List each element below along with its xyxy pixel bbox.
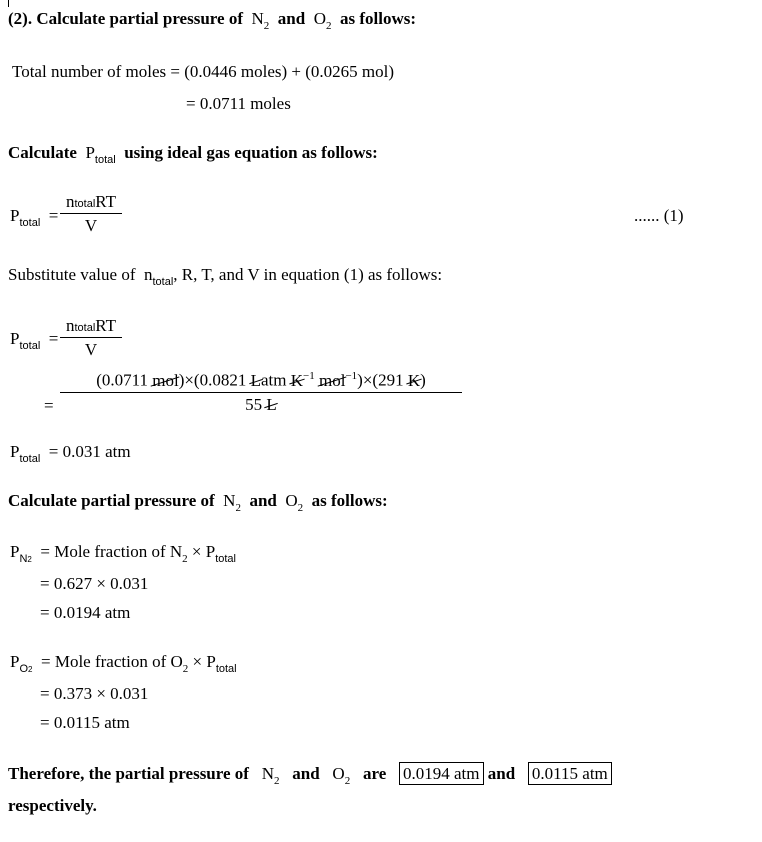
section-heading bbox=[8, 9, 416, 32]
eq2-num-sub: total bbox=[74, 322, 96, 334]
conclusion-o2-sub: 2 bbox=[344, 775, 351, 787]
ptotal-result bbox=[10, 442, 131, 465]
pn2-line2: = 0.627 × 0.031 bbox=[40, 574, 149, 593]
eq1-p: P bbox=[10, 206, 20, 225]
calc-pre: Calculate bbox=[8, 143, 77, 162]
conclusion-and2: and bbox=[487, 764, 516, 783]
substitute-n-sub: total bbox=[152, 276, 174, 288]
pn2-line3: = 0.0194 atm bbox=[40, 603, 131, 622]
eq1-p-sub: total bbox=[19, 217, 41, 229]
conclusion-and1: and bbox=[292, 764, 320, 783]
eq1-den: V bbox=[84, 216, 98, 235]
partial-n2-sub: 2 bbox=[235, 502, 241, 514]
result-value: = 0.031 atm bbox=[48, 442, 131, 461]
total-moles-line2 bbox=[186, 95, 291, 112]
o2-symbol: O bbox=[313, 9, 326, 28]
substitute-pre: Substitute value of bbox=[8, 265, 136, 284]
pn2-line1 bbox=[10, 542, 236, 565]
substitute-post: , R, T, and V in equation (1) as follows: bbox=[173, 265, 443, 284]
p-symbol: P bbox=[85, 143, 95, 162]
conclusion-pre: Therefore, the partial pressure of bbox=[8, 764, 249, 783]
eq2-big-fraction bbox=[60, 371, 462, 413]
eq2-p-sub: total bbox=[19, 340, 41, 352]
eq2-big-equals: = bbox=[44, 396, 54, 415]
partial-o2-sub: 2 bbox=[297, 502, 304, 514]
eq2-num-n: n bbox=[66, 316, 75, 335]
conclusion-n2-sub: 2 bbox=[274, 775, 280, 787]
substitute-line bbox=[8, 265, 443, 288]
pn2-mole-fraction: = Mole fraction of N bbox=[40, 542, 183, 561]
eq2-den: V bbox=[84, 340, 98, 359]
cancel-mol-1: mol bbox=[152, 370, 179, 390]
pn2-line1-sub: 2 bbox=[182, 553, 188, 565]
eq2-num-d: ) bbox=[420, 370, 426, 390]
eq1-fraction bbox=[60, 193, 122, 234]
partial-and: and bbox=[249, 491, 277, 510]
cancel-l-1: L bbox=[250, 370, 261, 390]
eq1-lhs bbox=[10, 206, 59, 229]
po2-line2: = 0.373 × 0.031 bbox=[40, 684, 149, 703]
po2-sub2: 2 bbox=[28, 665, 33, 674]
eq1-equals: = bbox=[48, 206, 59, 225]
partial-o2: O bbox=[285, 491, 298, 510]
result-p: P bbox=[10, 442, 20, 461]
eq2-num-a: (0.0711 bbox=[96, 370, 153, 390]
pn2-sub: N bbox=[19, 553, 28, 565]
eq1-num-sub: total bbox=[74, 198, 96, 210]
cancel-l-2: L bbox=[266, 394, 277, 414]
eq2-p: P bbox=[10, 329, 20, 348]
eq2-num-b: )×(0.0821 bbox=[178, 370, 251, 390]
po2-mole-fraction: = Mole fraction of O bbox=[40, 652, 183, 671]
cancel-k-1: K bbox=[290, 370, 304, 390]
po2-line3: = 0.0115 atm bbox=[40, 713, 130, 732]
eq2-lhs bbox=[10, 329, 59, 352]
eq2-den-a: 55 bbox=[245, 394, 267, 414]
eq1-reference: ...... (1) bbox=[634, 206, 684, 225]
heading-and: and bbox=[277, 9, 306, 28]
k-exponent: −1 bbox=[303, 370, 315, 382]
total-moles-label: Total number of moles bbox=[12, 62, 167, 81]
partial-n2: N bbox=[223, 491, 236, 510]
eq2-equals: = bbox=[48, 329, 59, 348]
conclusion-o2: O bbox=[332, 764, 345, 783]
pn2-psub: total bbox=[215, 553, 236, 565]
po2-psub: total bbox=[215, 663, 237, 675]
po2-p: P bbox=[10, 652, 20, 671]
heading-text: (2). Calculate partial pressure of bbox=[8, 9, 243, 28]
o2-subscript: 2 bbox=[325, 20, 332, 32]
answer-box-n2: 0.0194 atm bbox=[399, 762, 484, 785]
eq2-num-atm: atm bbox=[261, 370, 291, 390]
conclusion-line2: respectively. bbox=[8, 796, 97, 815]
mol-exponent: −1 bbox=[345, 370, 358, 382]
eq2-fraction bbox=[60, 317, 122, 358]
calc-ptotal-heading bbox=[8, 143, 378, 166]
eq2-big-denominator bbox=[60, 396, 462, 413]
cancel-mol-2: mol bbox=[319, 370, 346, 390]
conclusion-n2: N bbox=[261, 764, 274, 783]
n2-subscript: 2 bbox=[263, 20, 270, 32]
po2-times-p: × P bbox=[188, 652, 216, 671]
partial-heading-text: Calculate partial pressure of bbox=[8, 491, 215, 510]
eq2-num-rt: RT bbox=[95, 316, 116, 335]
pn2-times-p: × P bbox=[187, 542, 216, 561]
cancel-k-2: K bbox=[407, 370, 421, 390]
po2-sub: O bbox=[19, 663, 29, 675]
substitute-n: n bbox=[143, 265, 153, 284]
p-subscript: total bbox=[94, 154, 116, 166]
result-p-sub: total bbox=[19, 453, 41, 465]
total-moles-result: = 0.0711 moles bbox=[186, 94, 291, 113]
po2-line1 bbox=[10, 652, 237, 675]
pn2-sub2: 2 bbox=[27, 555, 32, 564]
answer-box-o2: 0.0115 atm bbox=[528, 762, 612, 785]
eq1-num-rt: RT bbox=[95, 192, 116, 211]
total-moles-sum: = (0.0446 moles) + (0.0265 mol) bbox=[170, 62, 395, 81]
conclusion-line1 bbox=[8, 764, 612, 787]
pn2-p: P bbox=[10, 542, 20, 561]
po2-line1-sub: 2 bbox=[182, 663, 189, 675]
eq1-num-n: n bbox=[66, 192, 75, 211]
total-moles-line1 bbox=[12, 63, 394, 80]
heading-tail: as follows: bbox=[339, 9, 416, 28]
partial-heading bbox=[8, 491, 388, 514]
text-cursor bbox=[8, 0, 9, 7]
eq2-big-numerator bbox=[60, 371, 462, 389]
conclusion-are: are bbox=[362, 764, 387, 783]
partial-tail: as follows: bbox=[311, 491, 388, 510]
calc-post: using ideal gas equation as follows: bbox=[124, 143, 378, 162]
n2-symbol: N bbox=[251, 9, 264, 28]
eq2-num-c: )×(291 bbox=[357, 370, 408, 390]
